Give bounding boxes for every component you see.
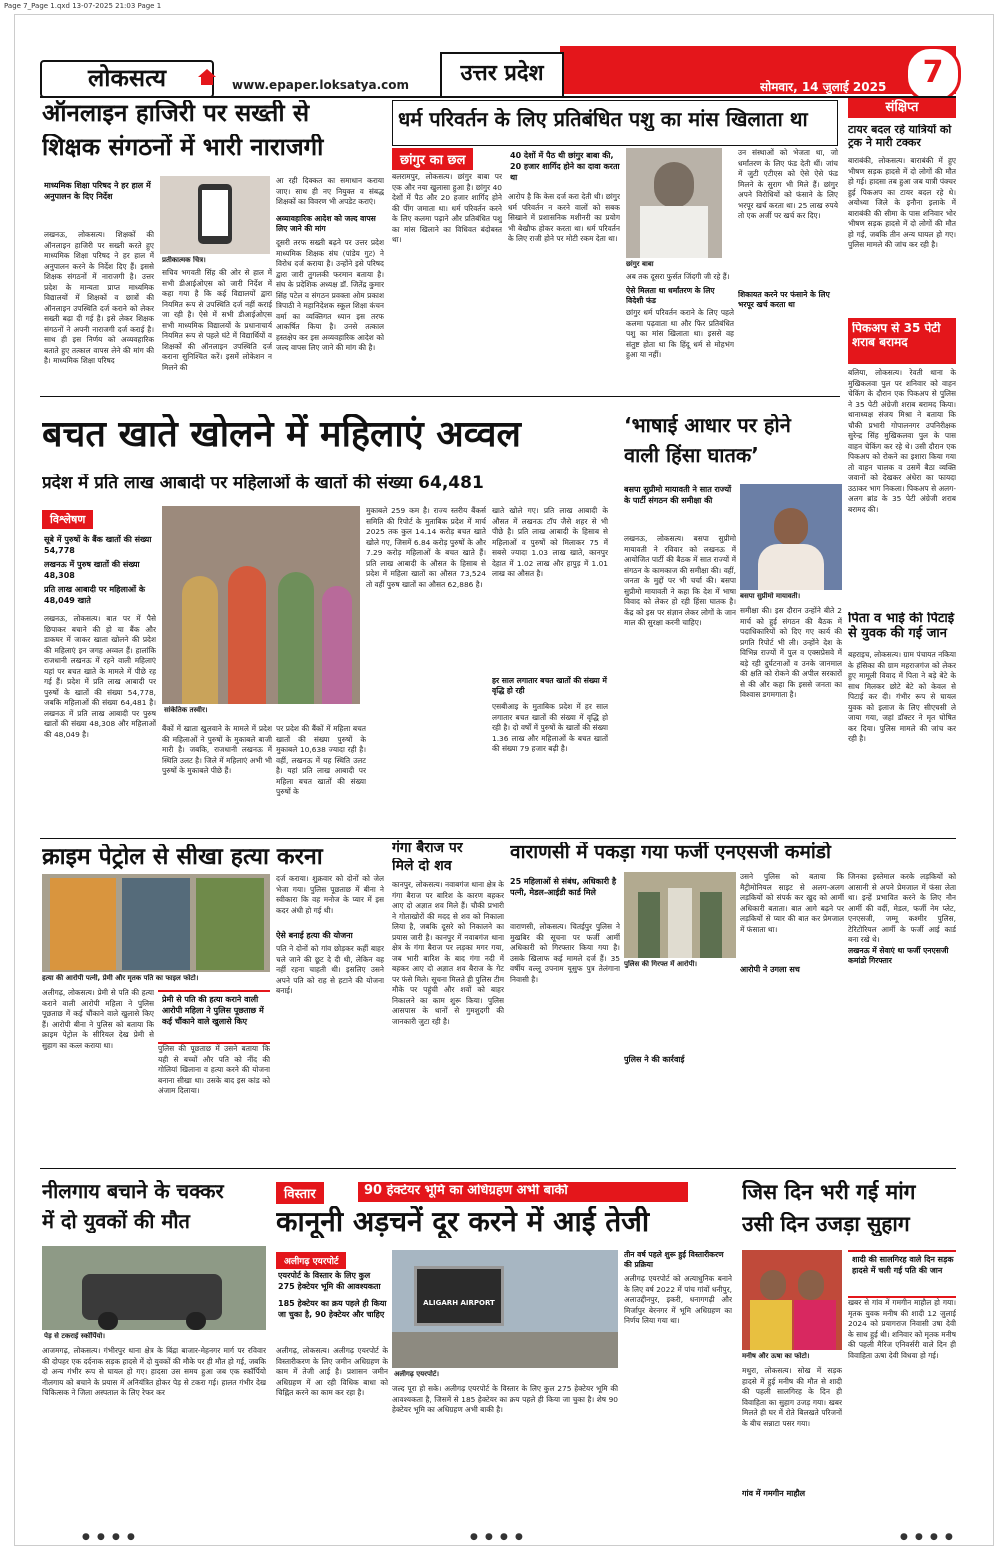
- savings-subhead: हर साल लगातार बचत खातों की संख्या में वृद्धि हो रही: [492, 676, 607, 695]
- savings-body-2: बैंकों में खाता खुलवाने के मामले में प्रदेश की महिलाओं ने पुरुषों के मुकाबले बाजी मारी है। जबकि, राजधानी लखनऊ में स्थिति उलट है। जिले में महिलाएं अभी भी पुरुषों के मुकाबले पीछे हैं।: [162, 724, 272, 775]
- conversion-body-3: अब तक दूसरा फुर्सत जिंदगी जी रहे हैं।: [626, 272, 730, 281]
- mayawati-headline-2: वाली हिंसा घातक’: [624, 444, 759, 467]
- airport-body-3: अलीगढ़ एयरपोर्ट को अत्याधुनिक बनाने के लिए वर्ष 2022 में पांच गांवों धनीपुर, अलाउद्दीनपुर, इकरी, धनागगढ़ी और मिर्जापुर बेरनगर में भूमि अधिग्रहण का निर्णय लिया गया था।: [624, 1274, 732, 1325]
- registration-marks-right: ● ● ● ●: [900, 1532, 955, 1542]
- online-body-3: दूसरी तरफ सख्ती बढ़ने पर उत्तर प्रदेश माध्यमिक शिक्षक संघ (पांडेय गुट) ने विरोध दर्ज कराया है। उन्होंने इसे परिषद द्वारा जारी तुगलकी फरमान बताया है। संघ के प्रदेशिक अध्यक्ष डॉ. जितेंद्र कुमार सिंह पटेल व संगठन प्रवक्ता ओम प्रकाश त्रिपाठी ने महानिदेशक स्कूल शिक्षा कंचन वर्मा का व्यक्तिगत ध्यान इस तरफ आकर्षित किया है। उनसे तत्काल हस्तक्षेप कर इस अव्यवहारिक आदेश को जल्द वापस लिए जाने की मांग की है।: [276, 238, 384, 352]
- conversion-body-1: बलरामपुर, लोकसत्य। छांगुर बाबा पर एक और नया खुलासा हुआ है। छांगुर 40 देशों में पैठ और 20 हजार शार्गिद होने की पींग जमाता था। धर्म परिवर्तन करने के लिए कलमा पढ़ाने और प्रतिबंधित पशु का मांस खिलाने का विधिवत बंदोबस्त था।: [392, 172, 502, 244]
- nilgai-photo-caption: पेड़ से टकराई स्कॉर्पियो।: [44, 1332, 106, 1340]
- savings-bullet-1: सूबे में पुरुषों के बैंक खातों की संख्या 54,778: [44, 535, 152, 555]
- savings-body-1: लखनऊ, लोकसत्य। बात पर में पैसे छिपाकर बचाने की हो या बैंक और डाकघर में जाकर खाता खोलने की प्रदेश की महिलाएं इन जगह अव्वल हैं। हालांकि राजधानी लखनऊ में रहने वाली महिलाएं यहां पर बचत खाते के मामले में पीछे रह गई हैं। प्रदेश में प्रति लाख आबादी पर पुरुषों के खातों की संख्या 54,778, जबकि महिलाओं की संख्या 64,481 है। लखनऊ में प्रति लाख आबादी पर पुरुष खातों की संख्या 48,308 और महिलाओं की 48,049 है।: [44, 614, 156, 739]
- masthead-rule: [40, 96, 956, 98]
- conversion-photo: [626, 148, 722, 258]
- nsg-body-3: जिनका इस्तेमाल करके लड़कियों को आसानी से अपने प्रेमजाल में फंसा लेता था। इन्हें प्रभावित करने के लिए नौन आर्मी की वर्दी, मेडल, फर्जी नेम प्लेट, एनएसजी, जम्मू कश्मीर पुलिस, टेरिटोरियल आर्मी के फर्जी आई कार्ड बना रखे थे।: [848, 872, 956, 944]
- online-photo-caption: प्रतीकात्मक चित्र।: [162, 256, 206, 264]
- wedding-photo-caption: मनीष और ऊषा का फोटो।: [742, 1352, 810, 1360]
- online-body-4: सचिव भगवती सिंह की ओर से हाल में सभी डीआईओएस को जारी निर्देश में कहा गया है कि कई विद्यालयों द्वारा नियमित रूप से उपस्थिति दर्ज नहीं कराई जा रही है। ऐसे में सभी डीआईओएस सभी माध्यमिक विद्यालयों के प्रधानाचार्य नियमित रूप से पहले घंटे में विद्यार्थियों व शिक्षकों की ऑनलाइन उपस्थिति दर्ज कराना सुनिश्चित करें। इसमें लोकेशन न मिलने की: [162, 268, 272, 372]
- online-body-1: लखनऊ, लोकसत्य। शिक्षकों की ऑनलाइन हाजिरी पर सख्ती करते हुए माध्यमिक शिक्षा परिषद ने हर हाल में अनुपालन करने के निर्देश दिए हैं। इससे शिक्षक संगठनों में नाराजगी है। उत्तर प्रदेश के मान्यता प्राप्त माध्यमिक विद्यालयों में शिक्षकों व छात्रों की ऑनलाइन उपस्थिति दर्ज कराने को लेकर सख्ती बढ़ा दी गई है। इसे लेकर शिक्षक संगठनों ने अपनी नाराजगी दर्ज कराई है। साथ ही इस निर्णय को अव्यवहारिक बताते हुए तत्काल वापस लेने की मांग की है। माध्यमिक शिक्षा परिषद: [44, 230, 154, 365]
- crime-bullet: प्रेमी से पति की हत्या कराने वाली आरोपी महिला ने पुलिस पूछताछ में कई चौंकाने वाले खुलासे किए: [162, 995, 264, 1026]
- online-subhead: अव्यावहारिक आदेश को जल्द वापस लिए जाने की मांग: [276, 214, 376, 233]
- mayawati-body-2: समीक्षा की। इस दौरान उन्होंने बीते 2 मार्च को हुई संगठन की बैठक में पदाधिकारियों को दिए गए कार्य की प्रगति रिपोर्ट भी ली। उन्होंने देश के विभिन्न राज्यों में पुल व एक्सप्रेसवे में बड़े रही दुर्घटनाओं व उनके जानमाल की क्षति को रोकने की अपील सरकारों से की और कहा कि इससे जनता का विश्वास डगमगाता है।: [740, 606, 842, 699]
- conversion-bullet: 40 देशों में पैठ थी छांगुर बाबा की, 20 हजार शार्गिद होने का दावा करता था: [510, 151, 620, 182]
- airport-subhead: तीन वर्ष पहले शुरू हुई विस्तारीकरण की प्रक्रिया: [624, 1250, 724, 1269]
- ganga-body: कानपुर, लोकसत्य। नवाबगंज थाना क्षेत्र के गंगा बैराज पर बारिश के कारण बहकर आए दो अज्ञात शव मिले हैं। चौकी प्रभारी ने गोताखोरों की मदद से शव को निकाला लिया है, जबकि दूसरे को निकालने का प्रयास जारी है। कानपुर में नवाबगंज थाना क्षेत्र के गंगा बैराज पर लड़का मगर गया, जब भारी बारिश के बाद गंगा नदी में बहकर आए दो अज्ञात शव बैराज के गेट पर फंसे मिले। सूचना मिलते ही पुलिस टीम मौके पर पहुंची और शवों को बाहर निकालने का काम शुरू किया। पुलिस आसपास के थानों से गुमशुदगी की जानकारी जुटा रही है।: [392, 880, 504, 1026]
- issue-date: सोमवार, 14 जुलाई 2025: [760, 80, 887, 94]
- airport-photo: [392, 1250, 618, 1368]
- airport-bullet-1: एयरपोर्ट के विस्तार के लिए कुल 275 हेक्टेयर भूमि की आवश्यकता: [278, 1271, 381, 1291]
- nilgai-headline-1: नीलगाय बचाने के चक्कर: [42, 1180, 224, 1203]
- savings-body-4: मुकाबले 259 कम है। राज्य स्तरीय बैंकर्स समिति की रिपोर्ट के मुताबिक प्रदेश में मार्च 2025 तक कुल 14.14 करोड़ बचत खाते खोले गए, जिसमें 6.84 करोड़ पुरुषों के और 7.29 करोड़ महिलाओं के बचत खाते हैं। प्रति लाख आबादी के औसत के हिसाब से प्रदेश में महिला खातों का औसत 73,524 तो वहीं पुरुष खातों का औसत 62,886 है।: [366, 506, 486, 589]
- epaper-url: www.epaper.loksatya.com: [232, 78, 410, 92]
- nsg-subhead-2: आरोपी ने उगला सच: [740, 965, 800, 974]
- wedding-headline-2: उसी दिन उजड़ा सुहाग: [742, 1212, 910, 1236]
- crime-body-1: अलीगढ़, लोकसत्य। प्रेमी से पति की हत्या कराने वाली आरोपी महिला ने पुलिस पूछताछ में कई चौंकाने वाले खुलासे किए हैं। आरोपी बीना ने पुलिस को बताया कि क्राइम पेट्रोल के सीरियल देख प्रेमी से सुहाग का कत्ल कराया था।: [42, 988, 154, 1050]
- masthead-logo: लोकसत्य: [40, 60, 214, 98]
- airport-tag: अलीगढ़ एयरपोर्ट: [276, 1252, 346, 1269]
- sidebar-story-2-body: बलिया, लोकसत्य। रेवती थाना के मुखिकलवा पुल पर शनिवार को वाहन चेकिंग के दौरान एक पिकअप से पुलिस ने 35 पेटी अंग्रेजी शराब बरामद किया। थानाध्यक्ष संजय मिश्रा ने बताया कि चौकी प्रभारी गोपालनगर उपनिरीक्षक सुरेन्द्र सिंह मुखिकलवा पुल के पास वाहन चेकिंग कर रहे थे। उसी दौरान एक पिकअप को रोकने का इशारा किया गया तो वाहन चालक व उसमें बैठा व्यक्ति जवानों को देखकर अंधेरा का फायदा उठाकर भाग निकला। पिकअप से अलग-अलग ब्रांड के 35 पेटी अंग्रेजी शराब बरामद की।: [848, 368, 956, 514]
- conversion-subhead-1: ऐसे मिलता था धर्मांतरण के लिए विदेशी फंड: [626, 286, 715, 305]
- savings-photo: [162, 506, 360, 704]
- savings-bullet-2: लखनऊ में पुरुष खातों की संख्या 48,308: [44, 560, 140, 580]
- conversion-subhead-2: शिकायत करने पर फंसाने के लिए भरपूर खर्च करता था: [738, 290, 830, 309]
- wedding-body-1: मथुरा, लोकसत्य। सोख में सड़क हादसे में हुई मनीष की मौत से शादी की पहली सालगिरह के दिन ही विवाहिता का सुहाग उजड़ गया। खबर मिलते ही घर में रोते बिलखते परिजनों के बीच सन्नाटा पसर गया।: [742, 1366, 842, 1428]
- sidebar-story-2-headline: पिकअप से 35 पेटी शराब बरामद: [852, 322, 941, 349]
- airport-body-1: अलीगढ़, लोकसत्य। अलीगढ़ एयरपोर्ट के विस्तारीकरण के लिए जमीन अधिग्रहण के काम में तेजी आई है। प्रशासन जमीन अधिग्रहण में आ रही विधिक बाधा को चिह्नित करने का काम कर रहा है।: [276, 1346, 388, 1397]
- savings-bullet-3: प्रति लाख आबादी पर महिलाओं के 48,049 खाते: [44, 585, 146, 605]
- airport-label-land: 90 हेक्टेयर भूमि का अधिग्रहण अभी बाकी: [364, 1184, 568, 1198]
- savings-top-rule: [40, 396, 840, 397]
- sidebar-story-1-body: बाराबंकी, लोकसत्य। बाराबंकी में हुए भीषण सड़क हादसे में दो लोगों की मौत हो गई। हादसा तब हुआ जब यात्री पंक्चर हुई पिकअप का टायर बदल रहे थे। अयोध्या जिले के इनौना इलाके में बाराबंकी की सीमा के पास शनिवार भोर भीषण सड़क हादसे में दो लोगों की मौत हो गई, जबकि तीन अन्य घायल हो गए। पुलिस मामले की जांच कर रही है।: [848, 156, 956, 249]
- nsg-subhead-1: पुलिस ने की कार्रवाई: [624, 1055, 685, 1064]
- online-headline-1: ऑनलाइन हाजिरी पर सख्ती से: [42, 100, 310, 127]
- wedding-bullet: शादी की सालगिरह वाले दिन सड़क हादसे में चली गई पति की जान: [852, 1255, 954, 1275]
- nsg-headline: वाराणसी में पकड़ा गया फर्जी एनएसजी कमांडो: [510, 842, 831, 863]
- ganga-headline-1: गंगा बैराज पर: [392, 840, 463, 856]
- mayawati-bullet: बसपा सुप्रीमो मायावती ने सात राज्यों के पार्टी संगठन की समीक्षा की: [624, 485, 732, 505]
- page-number: 7: [905, 46, 961, 102]
- online-bullet: माध्यमिक शिक्षा परिषद ने हर हाल में अनुपालन के दिए निर्देश: [44, 181, 151, 201]
- sidebar-story-1-headline: टायर बदल रहे यात्रियों को ट्रक ने मारी टक्कर: [848, 124, 952, 149]
- crime-photo-caption: हत्या की आरोपी पत्नी, प्रेमी और मृतक पति का फाइल फोटो।: [42, 974, 199, 982]
- crime-headline: क्राइम पेट्रोल से सीखा हत्या करना: [42, 844, 323, 870]
- savings-bullets: [44, 534, 156, 606]
- nilgai-headline-2: में दो युवकों की मौत: [42, 1210, 190, 1233]
- savings-body-3: पर प्रदेश की बैंकों में महिला बचत खातों की संख्या पुरुषों के मुकाबले 10,638 ज्यादा रही है। वहीं, लखनऊ में यह स्थिति उलट है। यहां प्रति लाख आबादी पर महिला बचत खातों की संख्या पुरुषों के: [276, 724, 366, 796]
- airport-photo-caption: अलीगढ़ एयरपोर्ट।: [394, 1370, 439, 1378]
- bottom-section-rule: [40, 1168, 956, 1169]
- wedding-body-2: खबर से गांव में गमगीन माहौल हो गया। मृतक युवक मनीष की शादी 12 जुलाई 2024 को प्रयागराज निवासी उषा देवी के साथ हुई थी। शनिवार को मृतक मनीष की पहली मैरिज एनिवर्सरी वाले दिन ही विवाहिता ऊषा देवी विधवा हो गई।: [848, 1298, 956, 1360]
- ganga-headline-2: मिले दो शव: [392, 858, 452, 874]
- nsg-subhead-3: लखनऊ में सेवाएं था फर्जी एनएसजी कमांडो गिरफ्तार: [848, 946, 949, 965]
- wedding-headline-1: जिस दिन भरी गई मांग: [742, 1180, 916, 1204]
- savings-subheadline: प्रदेश में प्रति लाख आबादी पर महिलाओं के खातों की संख्या 64,481: [42, 474, 484, 493]
- savings-headline: बचत खाते खोलने में महिलाएं अव्वल: [42, 414, 521, 455]
- conversion-body-4: छांगुर धर्म परिवर्तन कराने के लिए पहले कलमा पढ़वाता था और फिर प्रतिबंधित पशु का मांस खिलाता था। इससे वह संतुष्ट होता था कि हिंदू धर्म से मोहभंग हुआ या नहीं।: [626, 308, 734, 359]
- savings-body-5: खाते खोले गए। प्रति लाख आबादी के औसत में लखनऊ टॉप जैसे शहर से भी पीछे है। प्रति लाख आबादी के हिसाब से महिलाओं व पुरुषों को मिलाकर 75 में सबसे ज्यादा 1.03 लाख खाते, कानपुर देहात में 1.02 लाख और हापुड़ में 1.01 लाख का औसत है।: [492, 506, 608, 578]
- nsg-photo-caption: पुलिस की गिरफ्त में आरोपी।: [624, 960, 698, 968]
- wedding-photo: [742, 1250, 842, 1350]
- wedding-subhead: गांव में गमगीन माहौल: [742, 1489, 806, 1498]
- online-headline-2: शिक्षक संगठनों में भारी नाराजगी: [42, 134, 324, 161]
- nsg-body-1: वाराणसी, लोकसत्य। चितईपुर पुलिस ने मुखबिर की सूचना पर फर्जी आर्मी अधिकारी को गिरफ्तार किया गया है। उसके खिलाफ कई मामले दर्ज हैं। 35 वर्षीय वल्लू उपनाम यूसुफ पुत्र तेलंगाना निवासी है।: [510, 922, 620, 984]
- nsg-body-2: उसने पुलिस को बताया कि मैट्रीमोनियल साइट से अलग-अलग लड़कियों को संपर्क कर खुद को आर्मी अधिकारी बताता। बात आगे बढ़ने पर लड़कियों से प्यार की बात कर प्रेमजाल में फंसाता था।: [740, 872, 844, 934]
- airport-body-2: जल्द पूरा हो सके। अलीगढ़ एयरपोर्ट के विस्तार के लिए कुल 275 हेक्टेयर भूमि की आवश्यकता है, जिसमें से 185 हेक्टेयर का क्रय पहले ही किया जा चुका है। शेष 90 हेक्टेयर भूमि का अधिग्रहण अभी बाकी है।: [392, 1384, 618, 1414]
- registration-marks-center: ● ● ● ●: [470, 1532, 525, 1542]
- nsg-photo: [624, 872, 736, 958]
- savings-photo-caption: सांकेतिक तस्वीर।: [164, 706, 208, 714]
- airport-label-expansion: विस्तार: [276, 1182, 324, 1204]
- sidebar-story-3-headline: पिता व भाई की पिटाई से युवक की गई जान: [848, 612, 955, 641]
- airport-bullet-2: 185 हेक्टेयर का क्रय पहले ही किया जा चुका है, 90 हेक्टेयर और चाहिए: [278, 1299, 387, 1319]
- airport-sign-text: ALIGARH AIRPORT: [423, 1299, 495, 1307]
- crime-body-2: दर्ज कराया। शुक्रवार को दोनों को जेल भेजा गया। पुलिस पूछताछ में बीना ने स्वीकारा कि वह मनोज के प्यार में इस कदर अंधी हो गई थी।: [276, 874, 384, 915]
- crime-body-4: पुलिस की पूछताछ में उसने बताया कि यही से बच्चों और पति को नींद की गोलियां खिलाना व हत्या करने की योजना बनाना सीखा था। उसके बाद इस कांड को अंजाम दिलाया।: [158, 1044, 270, 1095]
- conversion-label: छांगुर का छल: [392, 148, 473, 170]
- airport-bullets: [278, 1270, 388, 1320]
- nilgai-body: आजमगढ़, लोकसत्य। गंभीरपुर थाना क्षेत्र के बिंद्रा बाजार-मेहनगर मार्ग पर रविवार की दोपहर एक दर्दनाक सड़क हादसे में दो युवकों की मौके पर ही मौत हो गई, जबकि दो अन्य गंभीर रूप से घायल हो गए। हादसा उस समय हुआ जब एक स्कॉर्पियो नीलगाय को बचाने के प्रयास में अनियंत्रित होकर पेड़ से टकरा गई। हालत गंभीर देख चिकित्सक ने जिला अस्पताल के लिए रेफर कर: [42, 1346, 266, 1397]
- crime-photo: [42, 874, 270, 972]
- masthead-red-band: [560, 46, 956, 94]
- crime-body-3: पति ने दोनों को गांव छोड़कर कहीं बाहर चले जाने की छूट दे दी थी, लेकिन वह नहीं रहना चाहती थी। इसलिए उसने अपने पति को राह से हटाने की योजना बनाई।: [276, 944, 384, 995]
- home-icon: [196, 66, 218, 88]
- savings-label: विश्लेषण: [42, 510, 93, 529]
- crime-subhead: ऐसे बनाई हत्या की योजना: [276, 931, 353, 940]
- mayawati-headline-1: ‘भाषाई आधार पर होने: [624, 414, 791, 437]
- conversion-headline: धर्म परिवर्तन के लिए प्रतिबंधित पशु का मांस खिलाता था: [398, 108, 808, 131]
- page-slug: Page 7_Page 1.qxd 13-07-2025 21:03 Page 1: [4, 2, 162, 10]
- crime-top-rule: [40, 838, 956, 839]
- airport-headline: कानूनी अड़चनें दूर करने में आई तेजी: [276, 1206, 650, 1238]
- mayawati-photo-caption: बसपा सुप्रीमो मायावती।: [740, 592, 801, 600]
- conversion-body-2: आरोप है कि केस दर्ज करा देती थी। छांगुर धर्म परिवर्तन न करने वालों को सबक सिखाने में प्रशासनिक मशीनरी का प्रयोग भी बेखौफ होकर करता था। धर्म परिवर्तन के लिए राजी होने पर मोटी रकम देता था।: [508, 192, 620, 243]
- mayawati-photo: [740, 484, 842, 590]
- online-body-2: आ रही दिक्कत का समाधान कराया जाए। साथ ही नए नियुक्त व संबद्ध शिक्षकों का विवरण भी अपडेट कराएं।: [276, 176, 384, 206]
- sidebar-story-3-body: बहराइच, लोकसत्य। ग्राम पंचायत नकिया के हंसिका की ग्राम महराजगंज को लेकर हुए मामूली विवाद में पिता ने बड़े बेटे के साथ मिलकर छोटे बेटे को केवल से पिटाई कर दी। गंभीर रूप से घायल युवक को इलाज के लिए सीएचसी ले जाया गया, जहां डॉक्टर ने मृत घोषित कर दिया। पुलिस मामले की जांच कर रही है।: [848, 650, 956, 743]
- savings-body-6: एसबीआइ के मुताबिक प्रदेश में हर साल लगातार बचत खातों की संख्या में वृद्धि हो रही है। दो वर्षों में पुरुषों के खातों की संख्या 1.36 लाख और महिलाओं के बचत खातों की संख्या 79 हजार बढ़ी है।: [492, 702, 608, 753]
- sidebar-label: संक्षिप्त: [848, 98, 956, 118]
- conversion-body-5: उन संस्थाओं को भेजता था, जो धर्मांतरण के लिए फंड देती थीं। जांच में जुटी एटीएस को ऐसे ऐसे फंड मिलने के सुराग भी मिले हैं। छांगुर अपने विरोधियों को फंसाने के लिए भरपूर खर्च करता था। 25 लाख रुपये तो एक अर्जी पर खर्च कर दिए।: [738, 148, 838, 220]
- nsg-bullet: 25 महिलाओं से संबंध, अधिकारी है पत्नी, मेडल-आईडी कार्ड मिले: [510, 877, 617, 897]
- conversion-photo-caption: छांगुर बाबा: [626, 260, 654, 268]
- registration-marks-left: ● ● ● ●: [82, 1532, 137, 1542]
- state-section-title: उत्तर प्रदेश: [440, 52, 564, 98]
- online-photo: [160, 176, 270, 254]
- mayawati-body-1: लखनऊ, लोकसत्य। बसपा सुप्रीमो मायावती ने रविवार को लखनऊ में आयोजित पार्टी की बैठक में सात राज्यों में संगठन के कामकाज की समीक्षा की। वहीं, जनता के मुद्दों पर भी चर्चा की। बसपा सुप्रीमो मायावती ने कहा कि देश में भाषा विवाद को लेकर हो रही हिंसा घातक है। केंद्र को इस पर संज्ञान लेकर लोगों के जान माल की सुरक्षा करनी चाहिए।: [624, 534, 736, 627]
- nilgai-photo: [42, 1246, 266, 1330]
